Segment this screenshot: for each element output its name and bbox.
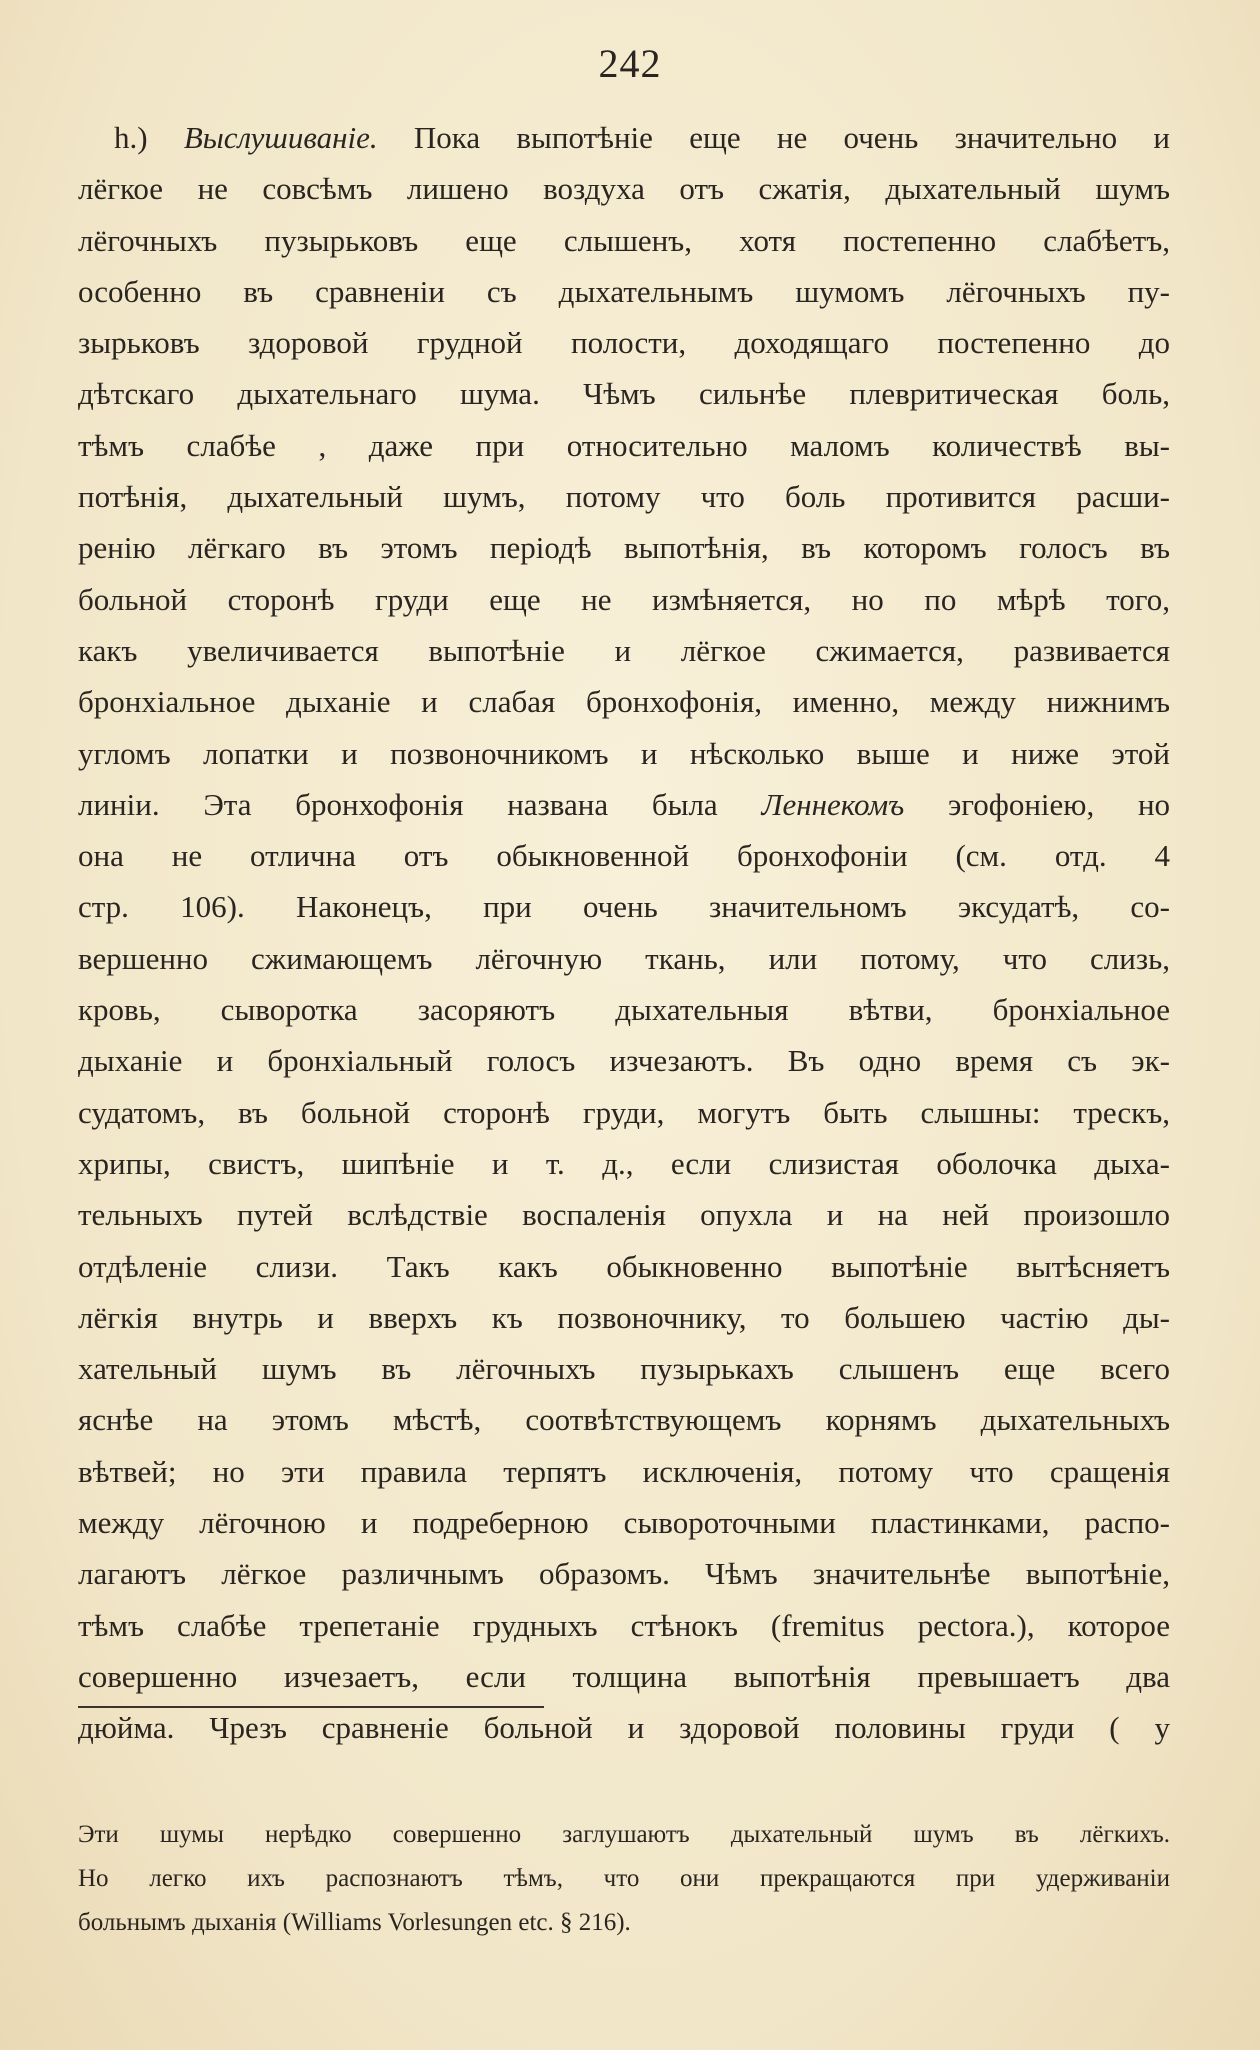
body-text <box>78 112 1170 1754</box>
text-line: яснѣе на этомъ мѣстѣ, соотвѣтствующемъ корнямъ дыхательныхъ <box>78 1402 1170 1438</box>
text-line: какъ увеличивается выпотѣніе и лёгкое сжимается, развивается <box>78 632 1170 668</box>
text-line: лёгочныхъ пузырьковъ еще слышенъ, хотя постепенно слабѣетъ, <box>78 222 1170 258</box>
text-line: совершенно изчезаетъ, если толщина выпотѣнія превышаетъ два <box>78 1658 1170 1694</box>
text-line: тѣмъ слабѣе трепетаніе грудныхъ стѣнокъ (fremitus pectora.), которое <box>78 1607 1170 1643</box>
text-line: тельныхъ путей вслѣдствіе воспаленія опухла и на ней произошло <box>78 1197 1170 1233</box>
footnote-line: Эти шумы нерѣдко совершенно заглушаютъ дыхательный шумъ въ лёгкихъ. <box>78 1821 1170 1848</box>
text-line: особенно въ сравненіи съ дыхательнымъ шумомъ лёгочныхъ пу- <box>78 273 1170 309</box>
text-line: ренію лёгкаго въ этомъ періодѣ выпотѣнія, въ которомъ голосъ въ <box>78 530 1170 566</box>
text-line-content: линіи. Эта бронхофонія названа была <box>78 786 718 822</box>
text-line: дюйма. Чрезъ сравненіе больной и здоровой половины груди ( у <box>78 1710 1170 1746</box>
text-line: лагаютъ лёгкое различнымъ образомъ. Чѣмъ значительнѣе выпотѣніе, <box>78 1556 1170 1592</box>
text-line: тѣмъ слабѣе , даже при относительно маломъ количествѣ вы- <box>78 427 1170 463</box>
text-line: дѣтскаго дыхательнаго шума. Чѣмъ сильнѣе плевритическая боль, <box>78 376 1170 412</box>
footnote-divider <box>78 1706 544 1708</box>
text-line: хательный шумъ въ лёгочныхъ пузырькахъ слышенъ еще всего <box>78 1351 1170 1387</box>
text-line: лёгкое не совсѣмъ лишено воздуха отъ сжатія, дыхательный шумъ <box>78 171 1170 207</box>
text-line: между лёгочною и подреберною сывороточными пластинками, распо- <box>78 1505 1170 1541</box>
text-line: стр. 106). Наконецъ, при очень значительномъ эксудатѣ, со- <box>78 889 1170 925</box>
text-line: дыханіе и бронхіальный голосъ изчезаютъ. Въ одно время съ эк- <box>78 1043 1170 1079</box>
footnote <box>78 1813 1170 1945</box>
text-line: потѣнія, дыхательный шумъ, потому что боль противится расши- <box>78 479 1170 515</box>
paragraph-label: h.) <box>114 120 148 155</box>
text-line: зырьковъ здоровой грудной полости, доходящаго постепенно до <box>78 325 1170 361</box>
text-line: судатомъ, въ больной сторонѣ груди, могутъ быть слышны: трескъ, <box>78 1094 1170 1130</box>
footnote-line: Но легко ихъ распознаютъ тѣмъ, что они прекращаются при удерживаніи <box>78 1865 1170 1892</box>
text-line: хрипы, свистъ, шипѣніе и т. д., если слизистая оболочка дыха- <box>78 1145 1170 1181</box>
text-line-content: Пока выпотѣніе еще не очень значительно и <box>413 120 1170 155</box>
text-line: лёгкія внутрь и вверхъ къ позвоночнику, то большею частію ды- <box>78 1299 1170 1335</box>
text-line <box>78 779 1170 830</box>
text-line: она не отлична отъ обыкновенной бронхофоніи (см. отд. 4 <box>78 838 1170 874</box>
text-line: угломъ лопатки и позвоночникомъ и нѣсколько выше и ниже этой <box>78 735 1170 771</box>
text-line: кровь, сыворотка засоряютъ дыхательныя вѣтви, бронхіальное <box>78 992 1170 1028</box>
text-line: вершенно сжимающемъ лёгочную ткань, или потому, что слизь, <box>78 940 1170 976</box>
text-line-content: эгофоніею, но <box>948 786 1170 822</box>
author-name: Леннекомъ <box>761 786 905 822</box>
page-number: 242 <box>598 41 662 86</box>
text-line: вѣтвей; но эти правила терпятъ исключенія, потому что сращенія <box>78 1453 1170 1489</box>
paragraph-heading: Выслушиваніе. <box>183 120 378 155</box>
text-line: больной сторонѣ груди еще не измѣняется, но по мѣрѣ того, <box>78 581 1170 617</box>
text-line: бронхіальное дыханіе и слабая бронхофонія, именно, между нижнимъ <box>78 684 1170 720</box>
footnote-line: больнымъ дыханія (Williams Vorlesungen etc. § 216). <box>78 1909 631 1936</box>
text-line <box>78 112 1170 163</box>
text-line: отдѣленіе слизи. Такъ какъ обыкновенно выпотѣніе вытѣсняетъ <box>78 1248 1170 1284</box>
